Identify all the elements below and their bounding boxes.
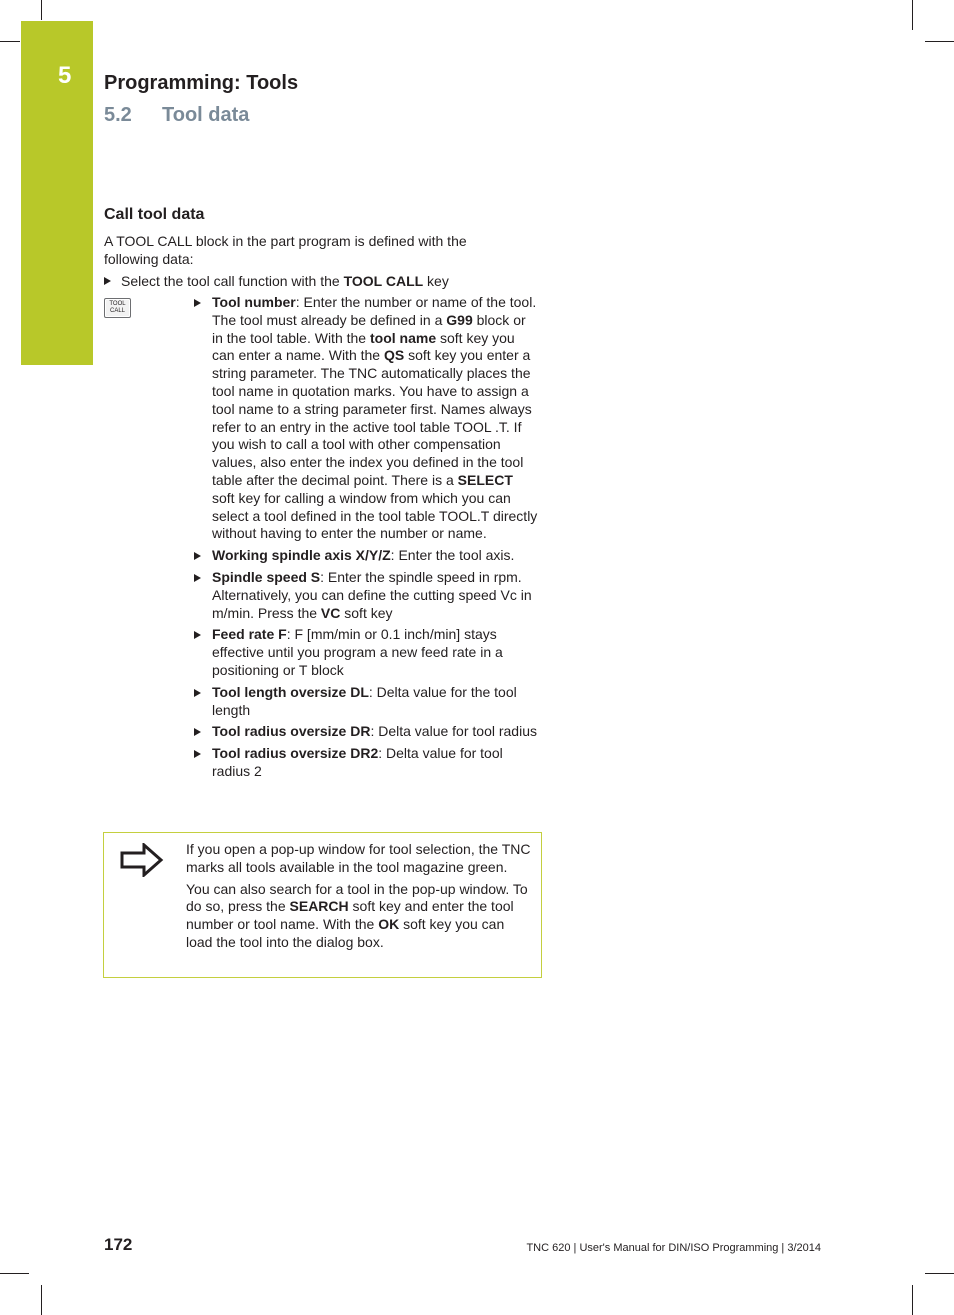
bullet-triangle-icon xyxy=(194,631,201,639)
list-item-spindle-speed xyxy=(192,569,538,622)
list-item-feed-rate xyxy=(192,626,538,679)
list-item-tool-number xyxy=(192,294,538,543)
note-text xyxy=(186,841,531,956)
footer-text: TNC 620 | User's Manual for DIN/ISO Programming | 3/2014 xyxy=(526,1242,821,1254)
bullet-triangle-icon xyxy=(194,728,201,736)
item-label: Tool radius oversize DR xyxy=(212,723,371,740)
item-label: Tool number xyxy=(212,294,296,310)
note-paragraph-1: If you open a pop-up window for tool selection, the TNC marks all tools available in the tool magazine green. xyxy=(186,841,531,875)
vc-key: VC xyxy=(320,604,341,621)
section-title: Tool data xyxy=(162,104,250,126)
bullet-triangle-icon xyxy=(194,574,201,582)
list-item-spindle-axis xyxy=(192,547,538,565)
item-label: Spindle speed S xyxy=(212,568,321,585)
page-number: 172 xyxy=(104,1235,133,1254)
crop-mark xyxy=(912,1285,913,1315)
crop-mark xyxy=(41,1285,42,1315)
bullet-triangle-icon xyxy=(194,552,201,560)
crop-mark xyxy=(41,0,42,20)
item-text: block or in the tool table. With the xyxy=(212,311,526,346)
step-select-tool-call xyxy=(104,272,449,290)
item-text: soft key xyxy=(340,604,393,621)
note-text-part: soft key you can load the tool into the dialog box. xyxy=(186,916,505,950)
item-label: Working spindle axis X/Y/Z xyxy=(212,547,391,564)
note-box xyxy=(103,832,542,978)
chapter-title: Programming: Tools xyxy=(104,72,299,94)
item-text: soft key for calling a window from which you can select a tool defined in the tool table TOOL.T directly without having to enter the number or name. xyxy=(212,489,538,542)
intro-paragraph: A TOOL CALL block in the part program is defined with the following data: xyxy=(104,233,467,267)
tool-call-key-icon xyxy=(104,298,131,318)
step-text-end: key xyxy=(423,273,449,289)
crop-mark xyxy=(0,41,20,42)
item-text: : Enter the tool axis. xyxy=(390,547,515,564)
item-text: : F [mm/min or 0.1 inch/min] stays effective until you program a new feed rate in a positioning or T block xyxy=(212,626,503,678)
ok-key: OK xyxy=(378,916,400,933)
item-label: Tool radius oversize DR2 xyxy=(212,745,379,762)
arrow-right-icon xyxy=(120,843,164,877)
item-text: : Enter the number or name of the tool. The tool must already be defined in a xyxy=(212,294,537,328)
tool-call-parameters-list xyxy=(192,294,538,785)
chapter-number: 5 xyxy=(58,62,72,89)
tool-call-key-label: TOOL CALL xyxy=(343,273,424,289)
item-text: soft key you enter a string parameter. The TNC automatically places the tool name in quotation marks. You have to assign a tool name to a string parameter first. Names always refer to an entry in the active tool table TOOL .T. If you wish to call a tool with other compensation values, also enter the index you defined in the tool table after the decimal point. There is a xyxy=(212,347,532,488)
note-text-part: soft key and enter the tool number or tool name. With the xyxy=(186,898,514,933)
select-key: SELECT xyxy=(457,471,513,488)
tool-name-key: tool name xyxy=(369,329,437,346)
bullet-triangle-icon xyxy=(104,277,111,285)
item-label: Feed rate F xyxy=(212,626,287,643)
list-item-length-oversize xyxy=(192,684,538,720)
section-number: 5.2 xyxy=(104,104,132,126)
heading-call-tool-data: Call tool data xyxy=(104,206,205,223)
crop-mark xyxy=(925,41,954,42)
g99-key: G99 xyxy=(446,311,473,328)
item-text: : Delta value for the tool length xyxy=(212,683,517,718)
crop-mark xyxy=(925,1273,954,1274)
key-icon-line2: CALL xyxy=(109,308,125,314)
crop-mark xyxy=(912,0,913,30)
bullet-triangle-icon xyxy=(194,299,201,307)
search-key: SEARCH xyxy=(289,898,349,915)
item-text: soft key you can enter a name. With the xyxy=(212,329,515,364)
list-item-radius-oversize xyxy=(192,723,538,741)
item-label: Tool length oversize DL xyxy=(212,683,369,700)
chapter-tab xyxy=(21,21,93,365)
qs-key: QS xyxy=(383,347,405,364)
note-text-part: You can also search for a tool in the pop-up window. To do so, press the xyxy=(186,880,528,915)
list-item-radius-oversize-dr2 xyxy=(192,745,538,781)
note-paragraph-2 xyxy=(186,881,531,952)
step-text: Select the tool call function with the xyxy=(121,273,344,289)
item-text: : Delta value for tool radius 2 xyxy=(212,745,503,779)
item-text: : Delta value for tool radius xyxy=(370,723,537,740)
item-text: : Enter the spindle speed in rpm. Alternatively, you can define the cutting speed Vc in m/min. Press the xyxy=(212,568,532,621)
key-icon-line1: TOOL xyxy=(109,301,126,307)
bullet-triangle-icon xyxy=(194,750,201,758)
bullet-triangle-icon xyxy=(194,689,201,697)
crop-mark xyxy=(0,1273,29,1274)
